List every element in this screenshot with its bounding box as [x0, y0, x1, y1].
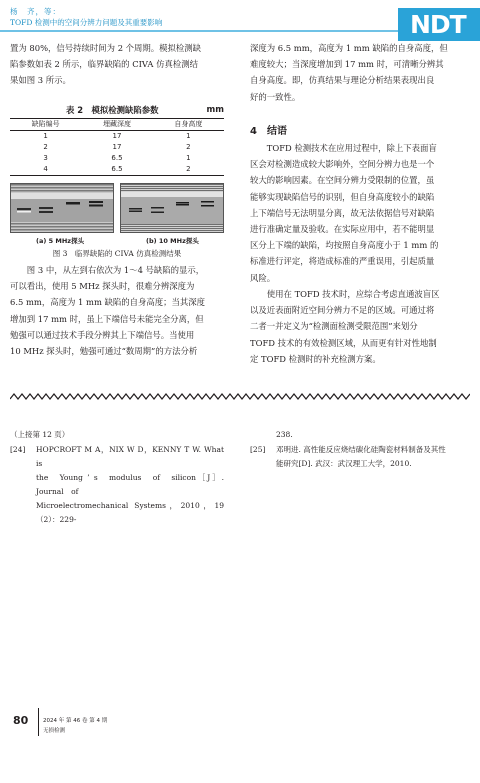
table-cell: 17 — [112, 132, 122, 140]
text-line: 二者一并定义为“检测面检测受限范围”来划分 — [250, 321, 418, 332]
text-line: 邓明进. 高性能反应烧结碳化硅陶瓷材料制备及其性 — [276, 445, 446, 454]
text-line: 果如图 3 所示。 — [10, 75, 71, 86]
text-line: 增加到 17 mm 时，虽上下端信号未能完全分离，但 — [10, 313, 204, 324]
reference-number: [24] — [10, 445, 26, 454]
figure-caption: 图 3 临界缺陷的 CIVA 仿真检测结果 — [52, 249, 182, 258]
table-cell: 1 — [186, 154, 191, 162]
footer-journal: 无损检测 — [43, 728, 66, 734]
text-line: 区会对检测造成较大影响外，空间分辨力也是一个 — [250, 159, 435, 170]
header-running-title: TOFD 检测中的空间分辨力问题及其重要影响 — [10, 18, 163, 27]
text-line: 10 MHz 探头时，勉强可通过“数周期”的方法分析 — [10, 346, 198, 357]
table-cell: 2 — [43, 143, 48, 151]
right-para-1 — [250, 40, 470, 105]
text-line: 图 3 中，从左到右依次为 1～4 号缺陷的显示， — [26, 265, 205, 275]
reference-25 — [250, 443, 470, 473]
text-line: 置为 80%，信号持续时间为 2 个周期。模拟检测缺 — [10, 43, 202, 53]
table-cell: 6.5 — [111, 154, 123, 162]
table-cell: 2 — [186, 165, 191, 173]
text-line: 能研究[D]. 武汉：武汉理工大学，2010. — [276, 459, 412, 468]
reference-24-tail: 238. — [276, 430, 293, 439]
table-row — [10, 164, 224, 176]
table-header-cell: 埋藏深度 — [102, 120, 131, 128]
table-row — [10, 131, 224, 143]
text-line: HOPCROFT M A，NIX W D，KENNY T W. What is — [36, 445, 224, 468]
table-row — [10, 153, 224, 164]
text-line: 上下端信号无法明显分离，故无法依据信号对缺陷 — [250, 207, 435, 218]
header-authors: 杨 齐，等： — [10, 7, 61, 16]
table-cell: 1 — [186, 132, 191, 140]
journal-logo — [398, 8, 480, 41]
left-para-1 — [10, 40, 224, 89]
figure-sublabel-b: (b) 10 MHz探头 — [146, 237, 199, 245]
left-para-2 — [10, 262, 224, 359]
table-cell: 4 — [43, 165, 48, 173]
table-cell: 6.5 — [111, 165, 123, 173]
tofd-scan-image — [121, 184, 224, 233]
figure-sublabel-a: (a) 5 MHz探头 — [36, 237, 85, 245]
table-row — [10, 142, 224, 153]
table-header-cell: 自身高度 — [174, 120, 203, 128]
text-line: 6.5 mm，高度为 1 mm 缺陷的自身高度；当其深度 — [10, 297, 206, 308]
table-unit: mm — [206, 104, 224, 114]
text-line: 定 TOFD 检测时的补充检测方案。 — [250, 353, 381, 364]
reference-number: [25] — [250, 445, 266, 454]
text-line: 能够实现缺陷信号的识别，但自身高度较小的缺陷 — [250, 191, 435, 202]
figure-3 — [10, 183, 224, 235]
reference-24 — [10, 443, 224, 524]
table-cell: 17 — [112, 143, 122, 151]
right-para-2 — [250, 140, 470, 286]
table-cell: 1 — [43, 132, 48, 140]
section-heading: 4 结语 — [250, 126, 287, 137]
text-line: 使用在 TOFD 技术时，应综合考虑直通波盲区 — [266, 289, 440, 299]
tofd-scan-5mhz — [10, 183, 114, 233]
text-line: 自身高度。即，仿真结果与理论分析结果表现出良 — [250, 75, 435, 86]
table-header-row — [10, 119, 224, 131]
text-line: 陷参数如表 2 所示，临界缺陷的 CIVA 仿真检测结 — [10, 59, 198, 70]
table-cell: 3 — [43, 154, 48, 162]
text-line: TOFD 检测技术在应用过程中，除上下表面盲 — [266, 143, 437, 153]
page-number: 80 — [13, 714, 29, 727]
table-cell: 2 — [186, 143, 191, 151]
tofd-scan-10mhz — [120, 183, 224, 233]
footer-issue: 2024 年 第 46 卷 第 4 期 — [43, 718, 108, 724]
text-line: Microelectromechanical Systems，2010，19（2）：229- — [36, 501, 224, 524]
text-line: 可以看出，使用 5 MHz 探头时，很难分辨深度为 — [10, 281, 195, 292]
text-line: 勉强可以通过技术手段分辨其上下端信号。当使用 — [10, 329, 195, 340]
table-header-cell: 缺陷编号 — [31, 120, 60, 128]
wave-divider — [10, 392, 470, 402]
footer-divider — [38, 708, 39, 736]
text-line: 标准进行评定，将造成标准的严重误用，引起质量 — [250, 256, 435, 267]
continued-note: （上接第 12 页） — [10, 430, 70, 439]
text-line: the Young ’ s modulus of silicon［J］. Journal of — [36, 473, 224, 496]
reference-body — [36, 443, 224, 527]
text-line: 好的一致性。 — [250, 91, 301, 102]
text-line: 风险。 — [250, 272, 276, 283]
right-para-3 — [250, 286, 470, 367]
table-caption-title: 表 2 模拟检测缺陷参数 — [66, 105, 159, 115]
logo-text: NDT — [410, 10, 466, 39]
text-line: 区分上下端的缺陷，均按照自身高度小于 1 mm 的 — [250, 240, 439, 251]
reference-body — [276, 443, 470, 471]
text-line: 难度较大；当深度增加到 17 mm 时，可清晰分辨其 — [250, 59, 444, 70]
defect-parameter-table — [10, 118, 224, 176]
header-rule — [0, 30, 410, 32]
text-line: TOFD 技术的有效检测区域，从而更有针对性地制 — [250, 337, 437, 348]
text-line: 较大的影响因素。在空间分辨力受限制的位置，虽 — [250, 175, 435, 186]
text-line: 进行准确定量及验收。在实际应用中，若不能明显 — [250, 224, 435, 235]
text-line: 深度为 6.5 mm，高度为 1 mm 缺陷的自身高度，但 — [250, 43, 448, 53]
text-line: 以及近表面附近空间分辨力不足的区域。可通过将 — [250, 305, 435, 316]
tofd-scan-image — [11, 184, 114, 233]
